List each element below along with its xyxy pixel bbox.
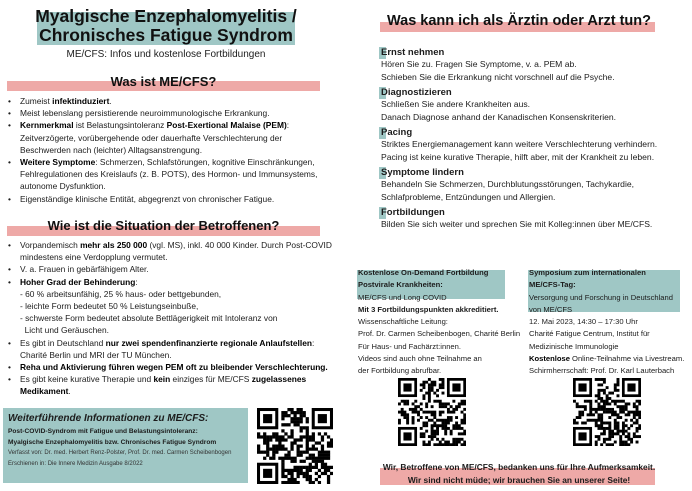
section-title: Fortbildungen	[381, 207, 445, 219]
text: : Charité Berlin und MRI der TU München.	[20, 337, 315, 360]
list-item	[8, 276, 338, 337]
symposium-info	[529, 267, 687, 378]
course-detail-line: Prof. Dr. Carmen Scheibenbogen, Charité Berlin	[358, 329, 521, 339]
course-details	[358, 316, 528, 377]
section-text: Bilden Sie sich weiter und sprechen Sie mit Kolleg:innen über ME/CFS.	[381, 219, 653, 230]
text: - leichte Form bedeutet 50 % Leistungseinbuße,	[20, 301, 199, 312]
course-subtitle: Postvirale Krankheiten:	[358, 280, 443, 290]
symposium-topic: Versorgung und Forschung in Deutschland von ME/CFS	[529, 292, 673, 314]
course-detail-line: Wissenschaftliche Leitung:	[358, 317, 448, 327]
section-text: Striktes Energiemanagement kann weitere Verschlechterung verhindern.	[381, 139, 658, 150]
online-rest: Online-Teilnahme via Livestream.	[569, 354, 685, 364]
list-item	[8, 239, 338, 263]
bold-text: Reha und Aktivierung führen wegen PEM oft zu bleibender Verschlechterung.	[20, 362, 328, 373]
section-title: Pacing	[381, 127, 413, 139]
what-is-list	[8, 95, 333, 205]
bold-text: Kernmerkmal	[20, 120, 74, 131]
section-title: Symptome lindern	[381, 167, 464, 179]
bold-text: Hoher Grad der Behinderung	[20, 276, 136, 287]
text: : Zeitverzögerte, vorübergehende oder dauerhafte Verschlechterung der Beschwerden nach (leichter) Alltagsanstrengung.	[20, 120, 290, 155]
further-info-box	[3, 408, 248, 483]
course-detail-line: Für Haus- und Fachärzt:innen.	[358, 341, 461, 351]
section-text: Danach Diagnose anhand der Kanadischen Konsenskriterien.	[381, 111, 617, 122]
text: : Schmerzen, Schlafstörungen, kognitive Einschränkungen, Fehlregulationen des Kreislaufs (z. B. POTS), des Hormon- und Immunsystems, autonome Dysfunktion.	[20, 157, 318, 192]
course-accreditation: Mit 3 Fortbildungspunkten akkreditiert.	[358, 304, 499, 314]
text: Meist lebenslang persistierende neuroimmunologische Erkrankung.	[20, 108, 270, 119]
doctor-section	[379, 127, 689, 164]
subtitle: ME/CFS: Infos und kostenlose Fortbildungen	[66, 49, 266, 60]
qr-code-article[interactable]	[257, 408, 333, 484]
symposium-patron: Schirmherrschaft: Prof. Dr. Karl Lauterbach	[529, 366, 675, 376]
symposium-title: Symposium zum internationalen	[529, 268, 646, 277]
text: Eigenständige klinische Entität, abgegrenzt von chronischer Fatigue.	[20, 193, 275, 204]
what-is-heading: Was ist ME/CFS?	[110, 74, 217, 89]
bold-text: kein	[153, 374, 171, 385]
section-text: Behandeln Sie Schmerzen, Durchblutungsstörungen, Tachykardie,	[381, 179, 635, 190]
doctor-section	[379, 87, 689, 124]
list-item	[8, 95, 333, 107]
text: ist Belastungsintoleranz	[73, 120, 167, 131]
symposium-venue: Charité Fatigue Centrum, Institut für Medizinische Immunologie	[529, 329, 650, 351]
section-title: Ernst nehmen	[381, 47, 445, 58]
course-detail-line: Videos sind auch ohne Teilnahme an	[358, 354, 482, 364]
doctor-section	[379, 207, 689, 231]
bold-text: mehr als 250 000	[80, 240, 148, 250]
text: .	[68, 386, 71, 397]
text: - schwerste Form bedeutet absolute Bettlägerigkeit mit Intoleranz von	[20, 313, 278, 324]
article-source: Erschienen in: Die Innere Medizin Ausgabe 8/2022	[8, 460, 143, 467]
section-text: Schlafprobleme, Entzündungen und Allergien.	[381, 192, 556, 203]
list-item	[8, 263, 338, 275]
text: .	[109, 96, 112, 106]
bold-text: Weitere Symptome	[20, 157, 96, 168]
title-line-2: Chronisches Fatigue Syndrom	[39, 25, 293, 45]
text: (vgl. MS), inkl. 40 000 Kinder. Durch Post-COVID mindestens eine Verdopplung vermutet.	[20, 240, 332, 263]
course-info	[358, 267, 528, 378]
footer-line-1: Wir, Betroffene von ME/CFS, bedanken uns für Ihre Aufmerksamkeit.	[382, 462, 656, 472]
qr-code-symposium[interactable]	[573, 378, 641, 446]
doctor-sections	[379, 47, 689, 235]
symposium-date: 12. Mai 2023, 14:30 – 17:30 Uhr	[529, 317, 638, 327]
article-title: Myalgische Enzephalomyelitis bzw. Chronisches Fatigue Syndrom	[8, 438, 217, 446]
bold-text: Post-Exertional Malaise (PEM)	[166, 120, 287, 131]
article-authors: Verfasst von: Dr. med. Herbert Renz-Polster, Prof. Dr. med. Carmen Scheibenbogen	[8, 450, 232, 456]
list-item	[8, 337, 338, 361]
list-item	[8, 193, 333, 205]
footer-message	[346, 461, 692, 487]
text: :	[135, 276, 138, 287]
section-text: Pacing ist keine kurative Therapie, hilft aber, mit der Krankheit zu leben.	[381, 151, 655, 162]
qr-code-course[interactable]	[398, 378, 466, 446]
section-text: Hören Sie zu. Fragen Sie Symptome, v. a. PEM ab.	[381, 59, 577, 69]
symposium-subtitle: ME/CFS-Tag:	[529, 280, 576, 290]
list-item	[8, 107, 333, 119]
course-topic: ME/CFS und Long COVID	[358, 292, 447, 302]
doctor-section	[379, 47, 689, 84]
list-item	[8, 156, 333, 193]
section-title: Diagnostizieren	[381, 87, 452, 99]
bold-text: nur zwei spendenfinanzierte regionale Anlaufstellen	[105, 337, 312, 348]
doctor-heading: Was kann ich als Ärztin oder Arzt tun?	[387, 13, 651, 29]
course-title: Kostenlose On-Demand Fortbildung	[358, 268, 489, 277]
section-text: Schieben Sie die Erkrankung nicht vorschnell auf die Psyche.	[381, 71, 615, 82]
online-bold: Kostenlose	[529, 354, 570, 364]
text: Licht und Geräuschen.	[20, 325, 109, 336]
symposium-online	[529, 353, 687, 365]
list-item	[8, 373, 338, 397]
situation-list	[8, 239, 338, 398]
page-title	[0, 7, 332, 45]
text: - 60 % arbeitsunfähig, 25 % haus- oder bettgebunden,	[20, 288, 222, 299]
text: Zumeist	[20, 96, 53, 106]
course-detail-line: der Fortbildung abrufbar.	[358, 366, 442, 376]
footer-line-2: Wir sind nicht müde; wir brauchen Sie an unserer Seite!	[407, 475, 631, 485]
text: Es gibt in Deutschland	[20, 337, 106, 348]
situation-heading: Wie ist die Situation der Betroffenen?	[47, 218, 280, 233]
text: Vorpandemisch	[20, 240, 81, 250]
doctor-section	[379, 167, 689, 204]
bold-text: zugelassenes Medikament	[20, 374, 307, 397]
text: V. a. Frauen in gebärfähigem Alter.	[20, 264, 149, 275]
bold-text: infektinduziert	[52, 96, 110, 106]
text: einziges für ME/CFS	[170, 374, 252, 385]
title-line-1: Myalgische Enzephalomyelitis /	[35, 6, 297, 26]
article-subtitle: Post-COVID-Syndrom mit Fatigue und Belastungsintoleranz:	[8, 428, 198, 435]
text: Es gibt keine kurative Therapie und	[20, 374, 154, 385]
list-item	[8, 119, 333, 156]
list-item	[8, 361, 338, 373]
section-text: Schließen Sie andere Krankheiten aus.	[381, 99, 531, 110]
further-info-heading: Weiterführende Informationen zu ME/CFS:	[8, 413, 209, 424]
